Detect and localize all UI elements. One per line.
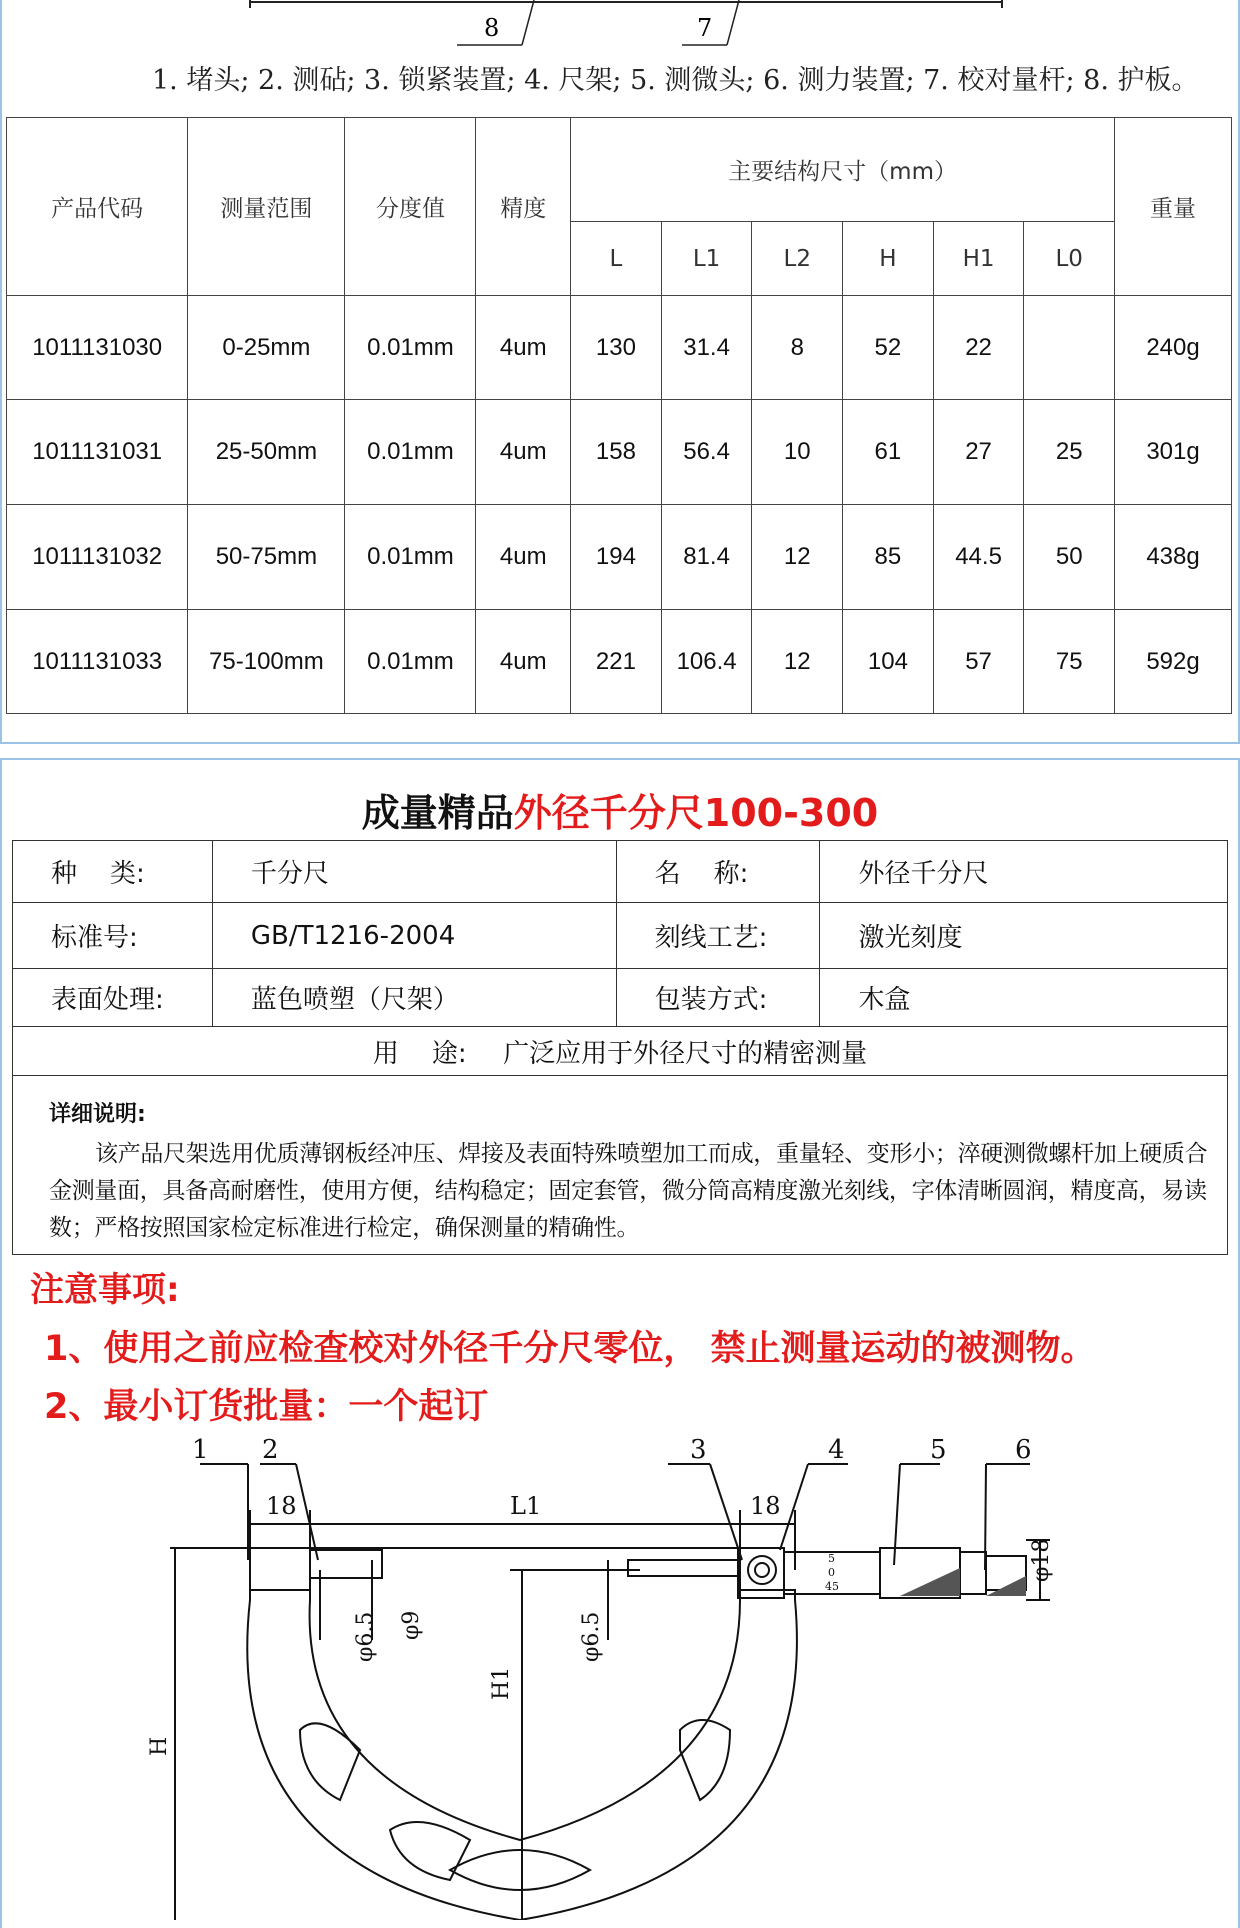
table-row xyxy=(7,296,1232,400)
header-code: 产品代码 xyxy=(7,118,188,296)
type-label: 种 类: xyxy=(13,841,213,903)
cell: 301g xyxy=(1115,400,1232,505)
cell: 12 xyxy=(752,505,843,610)
cell: 4um xyxy=(476,505,571,610)
craft-value: 激光刻度 xyxy=(820,903,1228,969)
callout-6: 6 xyxy=(1015,1435,1032,1465)
note-item: 2、最小订货批量：一个起订 xyxy=(44,1387,489,1427)
cell: 221 xyxy=(571,610,662,714)
details-text: 该产品尺架选用优质薄钢板经冲压、焊接及表面特殊喷塑加工而成，重量轻、变形小；淬硬测微螺杆加上硬质合金测量面，具备高耐磨性，使用方便，结构稳定；固定套管，微分筒高精度激光刻线，字体清晰圆润，精度高，易读数；严格按照国家检定标准进行检定，确保测量的精确性。 xyxy=(49,1141,1208,1241)
cell: 50 xyxy=(1024,505,1115,610)
header-L: L xyxy=(571,222,662,296)
header-dims: 主要结构尺寸（mm） xyxy=(571,118,1115,222)
usage-row xyxy=(13,1027,1228,1076)
note-item: 1、使用之前应检查校对外径千分尺零位， 禁止测量运动的被测物。 xyxy=(44,1329,1096,1369)
product-info-table xyxy=(12,840,1228,1076)
header-H1: H1 xyxy=(933,222,1024,296)
cell: 0.01mm xyxy=(345,505,476,610)
callout-2: 2 xyxy=(262,1435,279,1465)
top-drawing-fragment xyxy=(2,0,1240,56)
type-value: 千分尺 xyxy=(212,841,616,903)
dim-H1: H1 xyxy=(489,1666,514,1700)
cell: 0.01mm xyxy=(345,610,476,714)
cell: 1011131030 xyxy=(7,296,188,400)
details-box xyxy=(12,1075,1228,1255)
usage-value: 广泛应用于外径尺寸的精密测量 xyxy=(503,1038,868,1069)
dim-H: H xyxy=(147,1736,172,1756)
micrometer-drawing xyxy=(0,1400,1240,1920)
notes-title: 注意事项: xyxy=(30,1270,180,1310)
cell: 61 xyxy=(843,400,934,505)
header-L0: L0 xyxy=(1024,222,1115,296)
cell: 438g xyxy=(1115,505,1232,610)
craft-label: 刻线工艺: xyxy=(616,903,820,969)
dim-L1: L1 xyxy=(510,1492,542,1520)
callout-1: 1 xyxy=(192,1435,209,1465)
table-row xyxy=(7,610,1232,714)
standard-label: 标准号: xyxy=(13,903,213,969)
cell: 4um xyxy=(476,400,571,505)
dim-phi6-5-left: φ6.5 xyxy=(353,1611,378,1662)
callout-5: 5 xyxy=(930,1435,947,1465)
callout-8: 8 xyxy=(484,14,500,42)
name-value: 外径千分尺 xyxy=(820,841,1228,903)
cell: 85 xyxy=(843,505,934,610)
cell: 1011131033 xyxy=(7,610,188,714)
header-weight: 重量 xyxy=(1115,118,1232,296)
cell: 81.4 xyxy=(661,505,752,610)
cell: 75-100mm xyxy=(188,610,345,714)
surface-value: 蓝色喷塑（尺架） xyxy=(212,969,616,1027)
product-title-brand: 成量精品 xyxy=(361,791,514,835)
cell: 25 xyxy=(1024,400,1115,505)
cell: 50-75mm xyxy=(188,505,345,610)
surface-label: 表面处理: xyxy=(13,969,213,1027)
table-row xyxy=(7,400,1232,505)
cell: 31.4 xyxy=(661,296,752,400)
cell: 106.4 xyxy=(661,610,752,714)
cell: 8 xyxy=(752,296,843,400)
cell: 12 xyxy=(752,610,843,714)
header-H: H xyxy=(843,222,934,296)
cell: 1011131032 xyxy=(7,505,188,610)
cell: 0.01mm xyxy=(345,296,476,400)
dim-phi6-5-mid: φ6.5 xyxy=(579,1611,604,1662)
cell: 4um xyxy=(476,610,571,714)
details-label: 详细说明: xyxy=(49,1102,146,1127)
cell: 52 xyxy=(843,296,934,400)
cell: 0.01mm xyxy=(345,400,476,505)
parts-legend: 1. 堵头; 2. 测砧; 3. 锁紧装置; 4. 尺架; 5. 测微头; 6. 测力装置; 7. 校对量杆; 8. 护板。 xyxy=(152,65,1199,96)
spec-table xyxy=(6,117,1232,714)
cell: 240g xyxy=(1115,296,1232,400)
standard-value: GB/T1216-2004 xyxy=(212,903,616,969)
packaging-label: 包装方式: xyxy=(616,969,820,1027)
scale-mark: 45 xyxy=(825,1580,839,1593)
cell: 56.4 xyxy=(661,400,752,505)
header-accuracy: 精度 xyxy=(476,118,571,296)
cell: 130 xyxy=(571,296,662,400)
callout-7: 7 xyxy=(697,14,713,42)
header-L1: L1 xyxy=(661,222,752,296)
cell: 4um xyxy=(476,296,571,400)
cell xyxy=(1024,296,1115,400)
header-resolution: 分度值 xyxy=(345,118,476,296)
cell: 10 xyxy=(752,400,843,505)
product-title-name: 外径千分尺100-300 xyxy=(513,791,879,835)
cell: 592g xyxy=(1115,610,1232,714)
product-title xyxy=(0,782,1240,837)
dim-phi18: φ18 xyxy=(1029,1538,1054,1582)
dim-18-right: 18 xyxy=(750,1492,781,1520)
callout-4: 4 xyxy=(828,1435,845,1465)
cell: 44.5 xyxy=(933,505,1024,610)
scale-mark: 0 xyxy=(828,1566,835,1579)
name-label: 名 称: xyxy=(616,841,820,903)
cell: 194 xyxy=(571,505,662,610)
cell: 57 xyxy=(933,610,1024,714)
table-row xyxy=(7,505,1232,610)
cell: 0-25mm xyxy=(188,296,345,400)
header-L2: L2 xyxy=(752,222,843,296)
cell: 25-50mm xyxy=(188,400,345,505)
cell: 104 xyxy=(843,610,934,714)
packaging-value: 木盒 xyxy=(820,969,1228,1027)
usage-label: 用 途: xyxy=(372,1038,467,1069)
callout-3: 3 xyxy=(690,1435,707,1465)
dim-phi9: φ9 xyxy=(399,1610,424,1640)
header-range: 测量范围 xyxy=(188,118,345,296)
cell: 27 xyxy=(933,400,1024,505)
dim-18-left: 18 xyxy=(266,1492,297,1520)
cell: 75 xyxy=(1024,610,1115,714)
cell: 158 xyxy=(571,400,662,505)
scale-mark: 5 xyxy=(828,1552,835,1565)
cell: 1011131031 xyxy=(7,400,188,505)
cell: 22 xyxy=(933,296,1024,400)
